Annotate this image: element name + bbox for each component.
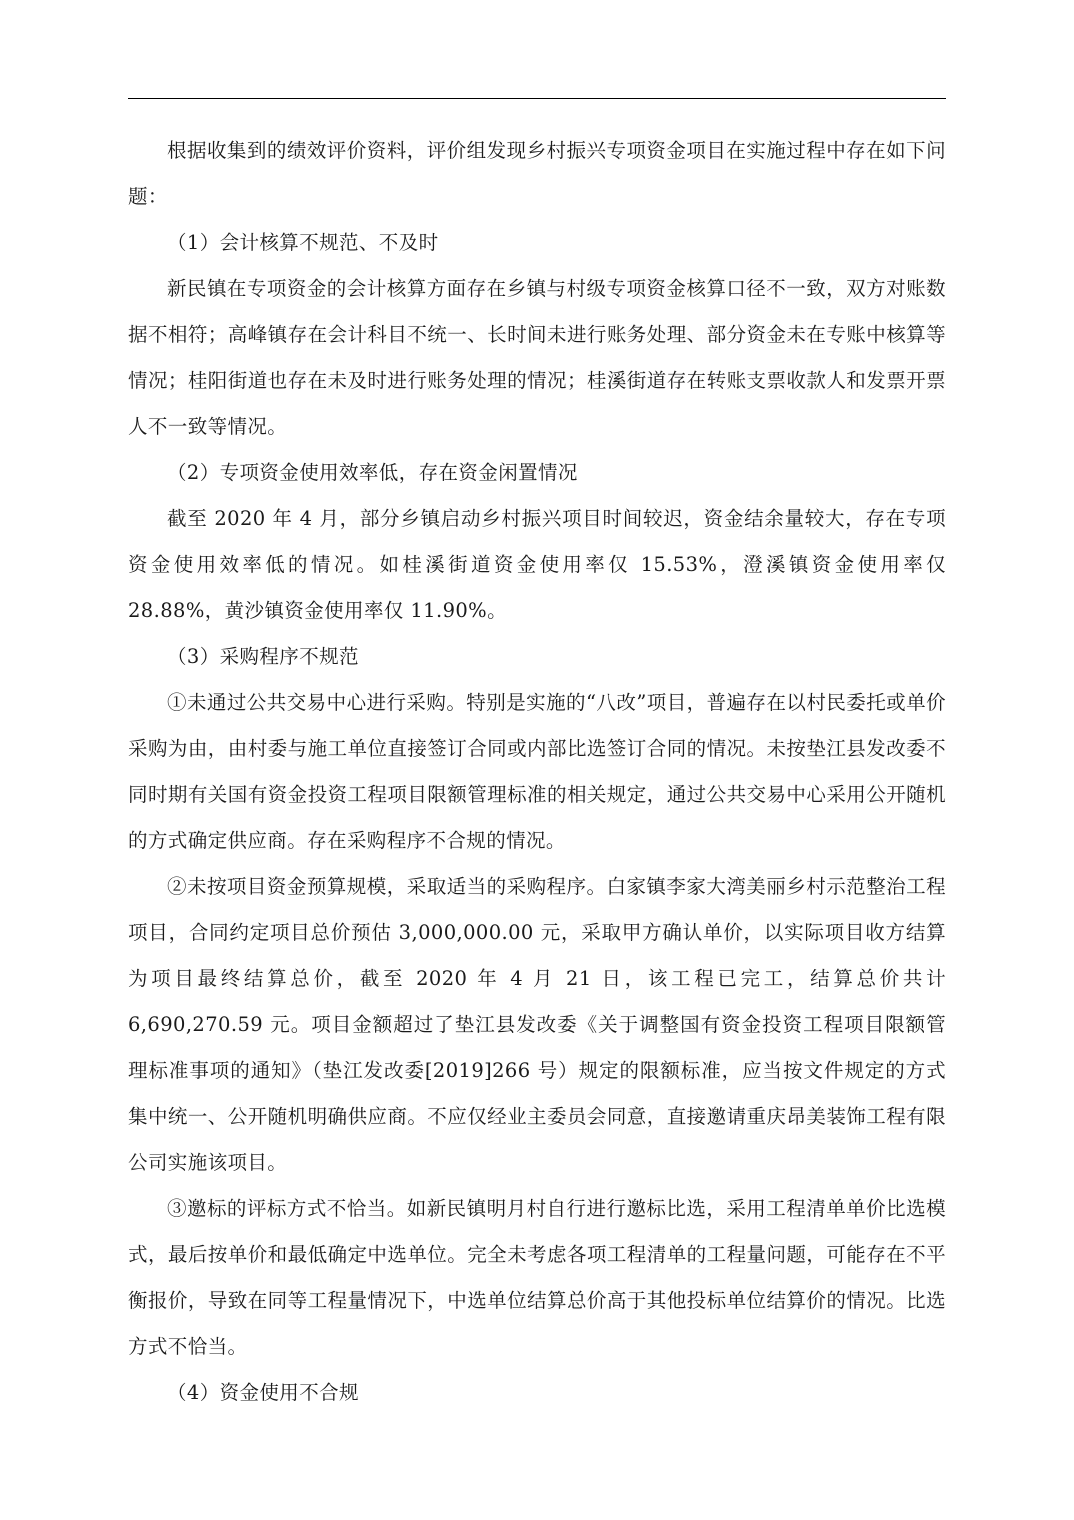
section-heading-4: （4）资金使用不合规 — [167, 1381, 359, 1404]
section-heading-3: （3）采购程序不规范 — [167, 645, 359, 668]
section-heading-2: （2）专项资金使用效率低，存在资金闲置情况 — [167, 461, 578, 484]
intro-paragraph: 根据收集到的绩效评价资料，评价组发现乡村振兴专项资金项目在实施过程中存在如下问题： — [128, 139, 946, 208]
section-heading-1: （1）会计核算不规范、不及时 — [167, 231, 439, 254]
efficiency-paragraph: 截至 2020 年 4 月，部分乡镇启动乡村振兴项目时间较迟，资金结余量较大，存在专项资金使用效率低的情况。如桂溪街道资金使用率仅 15.53%，澄溪镇资金使用率仅 28.88%，黄沙镇资金使用率仅 11.90%。 — [128, 507, 946, 622]
accounting-paragraph: 新民镇在专项资金的会计核算方面存在乡镇与村级专项资金核算口径不一致，双方对账数据不相符；高峰镇存在会计科目不统一、长时间未进行账务处理、部分资金未在专账中核算等情况；桂阳街道也存在未及时进行账务处理的情况；桂溪街道存在转账支票收款人和发票开票人不一致等情况。 — [128, 277, 946, 438]
header-rule — [128, 98, 946, 99]
procurement-item-1: ①未通过公共交易中心进行采购。特别是实施的“八改”项目，普遍存在以村民委托或单价采购为由，由村委与施工单位直接签订合同或内部比选签订合同的情况。未按垫江县发改委不同时期有关国有资金投资工程项目限额管理标准的相关规定，通过公共交易中心采用公开随机的方式确定供应商。存在采购程序不合规的情况。 — [128, 691, 946, 852]
procurement-item-3: ③邀标的评标方式不恰当。如新民镇明月村自行进行邀标比选，采用工程清单单价比选模式，最后按单价和最低确定中选单位。完全未考虑各项工程清单的工程量问题，可能存在不平衡报价，导致在同等工程量情况下，中选单位结算总价高于其他投标单位结算价的情况。比选方式不恰当。 — [128, 1197, 946, 1358]
document-body — [128, 128, 946, 1416]
procurement-item-2: ②未按项目资金预算规模，采取适当的采购程序。白家镇李家大湾美丽乡村示范整治工程项目，合同约定项目总价预估 3,000,000.00 元，采取甲方确认单价，以实际项目收方结算为项目最终结算总价，截至 2020 年 4 月 21 日，该工程已完工，结算总价共计 6,690,270.59 元。项目金额超过了垫江县发改委《关于调整国有资金投资工程项目限额管理标准事项的通知》（垫江发改委[2019]266 号）规定的限额标准，应当按文件规定的方式集中统一、公开随机明确供应商。不应仅经业主委员会同意，直接邀请重庆昂美装饰工程有限公司实施该项目。 — [128, 875, 946, 1174]
